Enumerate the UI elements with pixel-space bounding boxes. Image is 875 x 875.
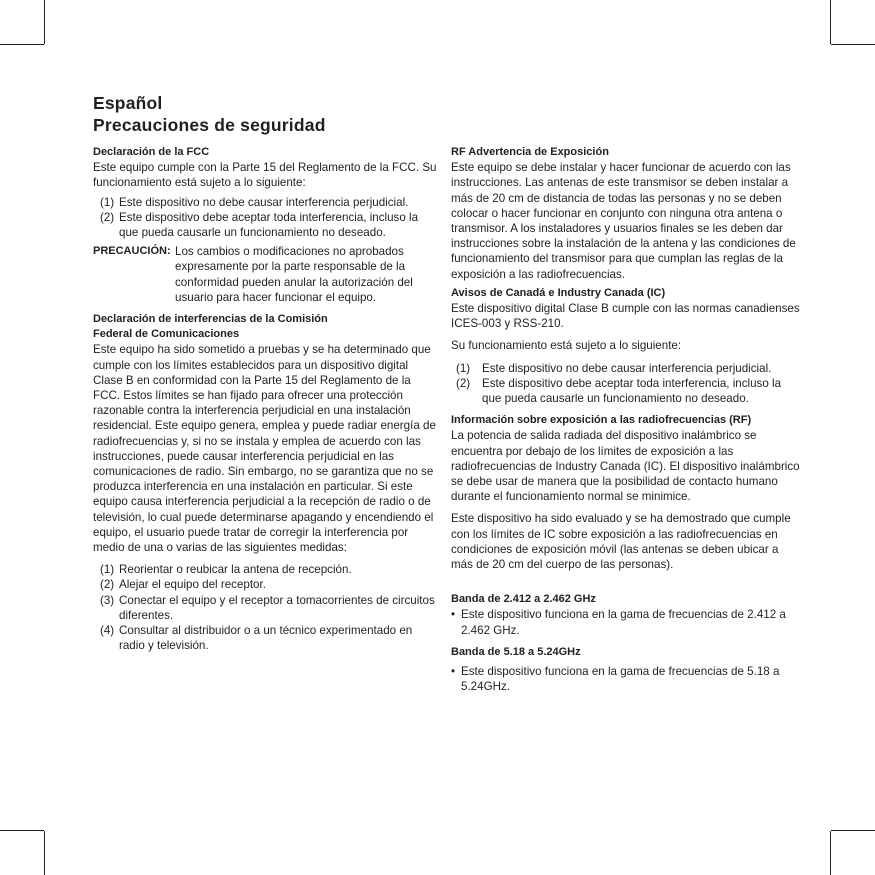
list-item: (4) Consultar al distribuidor o a un técnico experimentado en radio y televisión.: [100, 624, 413, 653]
list-item: • Este dispositivo funciona en la gama de frecuencias de 5.18 a 5.24GHz.: [451, 665, 780, 694]
crop-mark: [0, 44, 44, 45]
page-heading: [93, 92, 326, 136]
crop-mark: [44, 831, 45, 875]
left-column: [93, 145, 438, 654]
canada-conditions-list: [451, 361, 801, 407]
canada-body: Este dispositivo digital Clase B cumple con las normas canadienses ICES-003 y RSS-210.: [451, 302, 800, 331]
caution-label: PRECAUCIÓN:: [93, 245, 171, 258]
rf-info-heading: Información sobre exposición a las radiofrecuencias (RF): [451, 414, 752, 427]
rf-body: Este equipo se debe instalar y hacer funcionar de acuerdo con las instrucciones. Las antenas de este transmisor se deben instalar a más de 20 cm de distancia de todas las personas y no se deben colocar o hacer funcionar en conjunto con ninguna otra antena o transmisor. A los instaladores y usuarios finales se les deben dar instrucciones sobre la instalación de la antena y las condiciones de funcionamiento del transmisor para que cumplan las reglas de la exposición a las radiofrecuencias.: [451, 161, 796, 281]
fcc-conditions-list: [93, 195, 438, 241]
crop-mark: [830, 0, 831, 44]
rf-heading: RF Advertencia de Exposición: [451, 146, 609, 158]
list-item: (1) Este dispositivo no debe causar interferencia perjudicial.: [456, 361, 772, 375]
list-item: (3) Conectar el equipo y el receptor a tomacorrientes de circuitos diferentes.: [100, 593, 435, 622]
band1-heading: Banda de 2.412 a 2.462 GHz: [451, 593, 596, 606]
fcc-intro: Este equipo cumple con la Parte 15 del Reglamento de la FCC. Su funcionamiento está sujeto a lo siguiente:: [93, 161, 437, 190]
band1-list: [451, 607, 801, 637]
band2-heading: Banda de 5.18 a 5.24GHz: [451, 645, 581, 658]
list-item: (1) Reorientar o reubicar la antena de recepción.: [100, 563, 352, 577]
caution-block: [93, 244, 438, 305]
fcc-heading: Declaración de la FCC: [93, 146, 210, 158]
language-title: Español: [93, 93, 163, 113]
band2-list: [451, 664, 801, 694]
list-item: (2) Este dispositivo debe aceptar toda interferencia, incluso la que pueda causarle un funcionamiento no deseado.: [456, 376, 782, 406]
list-item: • Este dispositivo funciona en la gama de frecuencias de 2.412 a 2.462 GHz.: [451, 608, 786, 637]
list-item: (1) Este dispositivo no debe causar interferencia perjudicial.: [100, 195, 409, 209]
crop-mark: [0, 830, 44, 831]
list-item: (2) Este dispositivo debe aceptar toda interferencia, incluso la que pueda causarle un funcionamiento no deseado.: [100, 210, 419, 240]
crop-mark: [44, 0, 45, 44]
measures-list: [93, 562, 438, 653]
crop-mark: [831, 830, 875, 831]
interference-heading: Declaración de interferencias de la Comisión Federal de Comunicaciones: [93, 313, 328, 341]
canada-heading: Avisos de Canadá e Industry Canada (IC): [451, 286, 666, 299]
page-title: Precauciones de seguridad: [93, 115, 326, 135]
caution-text: Los cambios o modificaciones no aprobados expresamente por la parte responsable de la conformidad pueden anular la autorización del usuario para hacer funcionar el equipo.: [175, 245, 413, 304]
crop-mark: [830, 831, 831, 875]
rf-info-body: La potencia de salida radiada del dispositivo inalámbrico se encuentra por debajo de los límites de exposición a las radiofrecuencias de Industry Canada (IC). El dispositivo inalámbrico se debe usar de manera que la posibilidad de contacto humano durante el funcionamiento normal se minimice.: [451, 429, 800, 504]
canada-subject: Su funcionamiento está sujeto a lo siguiente:: [451, 339, 682, 353]
crop-mark: [831, 44, 875, 45]
list-item: (2) Alejar el equipo del receptor.: [100, 578, 266, 592]
right-column: [451, 145, 801, 695]
rf-info-body: Este dispositivo ha sido evaluado y se ha demostrado que cumple con los límites de IC sobre exposición a las radiofrecuencias en condiciones de exposición móvil (las antenas se deben ubicar a más de 20 cm del cuerpo de las personas).: [451, 512, 791, 572]
interference-body: Este equipo ha sido sometido a pruebas y se ha determinado que cumple con los límites establecidos para un dispositivo digital Clase B en conformidad con la Parte 15 del Reglamento de la FCC. Estos límites se han fijado para ofrecer una protección razonable contra la interferencia perjudicial en una instalación residencial. Este equipo genera, emplea y puede radiar energía de radiofrecuencias y, si no se instala y emplea de acuerdo con las instrucciones, puede causar interferencia perjudicial en las comunicaciones de radio. Sin embargo, no se garantiza que no se produzca interferencia en una instalación en particular. Si este equipo causa interferencia perjudicial a la recepción de radio o de televisión, lo cual puede determinarse apagando y encendiendo el equipo, el usuario puede tratar de corregir la interferencia por medio de una o varias de las siguientes medidas:: [93, 343, 436, 555]
